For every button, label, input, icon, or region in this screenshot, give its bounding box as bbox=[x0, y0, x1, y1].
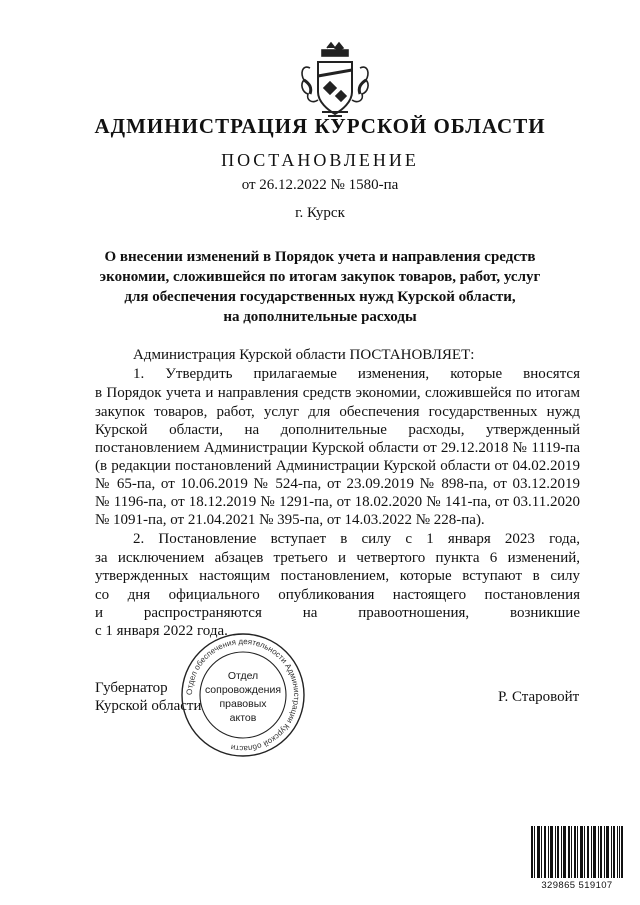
body-line: с 1 января 2022 года. bbox=[95, 623, 228, 639]
signatory-position-line2: Курской области bbox=[95, 698, 202, 714]
stamp-ring-text: Отдел обеспечения деятельности Администрации Курской области bbox=[184, 636, 302, 754]
subject-line: на дополнительные расходы bbox=[223, 309, 417, 325]
document-subject bbox=[0, 247, 640, 327]
body-line: 1. Утвердить прилагаемые изменения, которые вносятся bbox=[133, 366, 580, 382]
coat-of-arms-icon bbox=[298, 40, 372, 122]
subject-line: для обеспечения государственных нужд Курской области, bbox=[124, 289, 516, 305]
body-line: в Порядок учета и направления средств экономии, сложившейся по итогам bbox=[95, 385, 580, 401]
document-date-number: от 26.12.2022 № 1580-па bbox=[241, 177, 399, 193]
document-type: ПОСТАНОВЛЕНИЕ bbox=[221, 150, 419, 170]
stamp-line: Отдел bbox=[227, 670, 259, 682]
barcode-icon bbox=[531, 826, 623, 878]
body-line: (в редакции постановлений Администрации Курской области от 04.02.2019 bbox=[95, 458, 580, 474]
body-line: за исключением абзацев третьего и четвертого пункта 6 изменений, bbox=[95, 550, 580, 566]
body-line: № 65-па, от 10.06.2019 № 524-па, от 23.09.2019 № 898-па, от 03.12.2019 bbox=[95, 476, 580, 492]
org-title: АДМИНИСТРАЦИЯ КУРСКОЙ ОБЛАСТИ bbox=[94, 114, 546, 138]
body-line: Курской области, на дополнительные расходы, утвержденный bbox=[95, 422, 580, 438]
stamp-line: сопровождения bbox=[204, 684, 282, 696]
body-line: № 1091-па, от 21.04.2021 № 395-па, от 14.03.2022 № 228-па). bbox=[95, 512, 485, 528]
subject-line: О внесении изменений в Порядок учета и направления средств bbox=[104, 249, 536, 265]
stamp-line: правовых bbox=[219, 698, 267, 710]
body-line: № 1196-па, от 18.12.2019 № 1291-па, от 18.02.2020 № 141-па, от 03.11.2020 bbox=[95, 494, 580, 510]
signatory-name: Р. Старовойт bbox=[498, 689, 580, 705]
signatory-position-line1: Губернатор bbox=[95, 680, 168, 696]
body-line: закупок товаров, работ, услуг для обеспечения государственных нужд bbox=[95, 404, 580, 420]
body-line: 2. Постановление вступает в силу с 1 января 2023 года, bbox=[133, 531, 580, 547]
document-city: г. Курск bbox=[295, 205, 345, 221]
body-intro: Администрация Курской области ПОСТАНОВЛЯЕТ: bbox=[133, 347, 475, 363]
body-line: и распространяются на правоотношения, возникшие bbox=[95, 605, 580, 621]
body-line: постановлением Администрации Курской области от 29.12.2018 № 1119-па bbox=[95, 440, 580, 456]
barcode-number: 329865 519107 bbox=[541, 880, 613, 891]
subject-line: экономии, сложившейся по итогам закупок товаров, работ, услуг bbox=[99, 269, 541, 285]
stamp-inner-text bbox=[188, 669, 298, 725]
stamp-line: актов bbox=[229, 712, 257, 724]
body-line: со дня официального опубликования настоящего постановления bbox=[95, 587, 580, 603]
body-line: утвержденных настоящим постановлением, которые вступают в силу bbox=[95, 568, 580, 584]
